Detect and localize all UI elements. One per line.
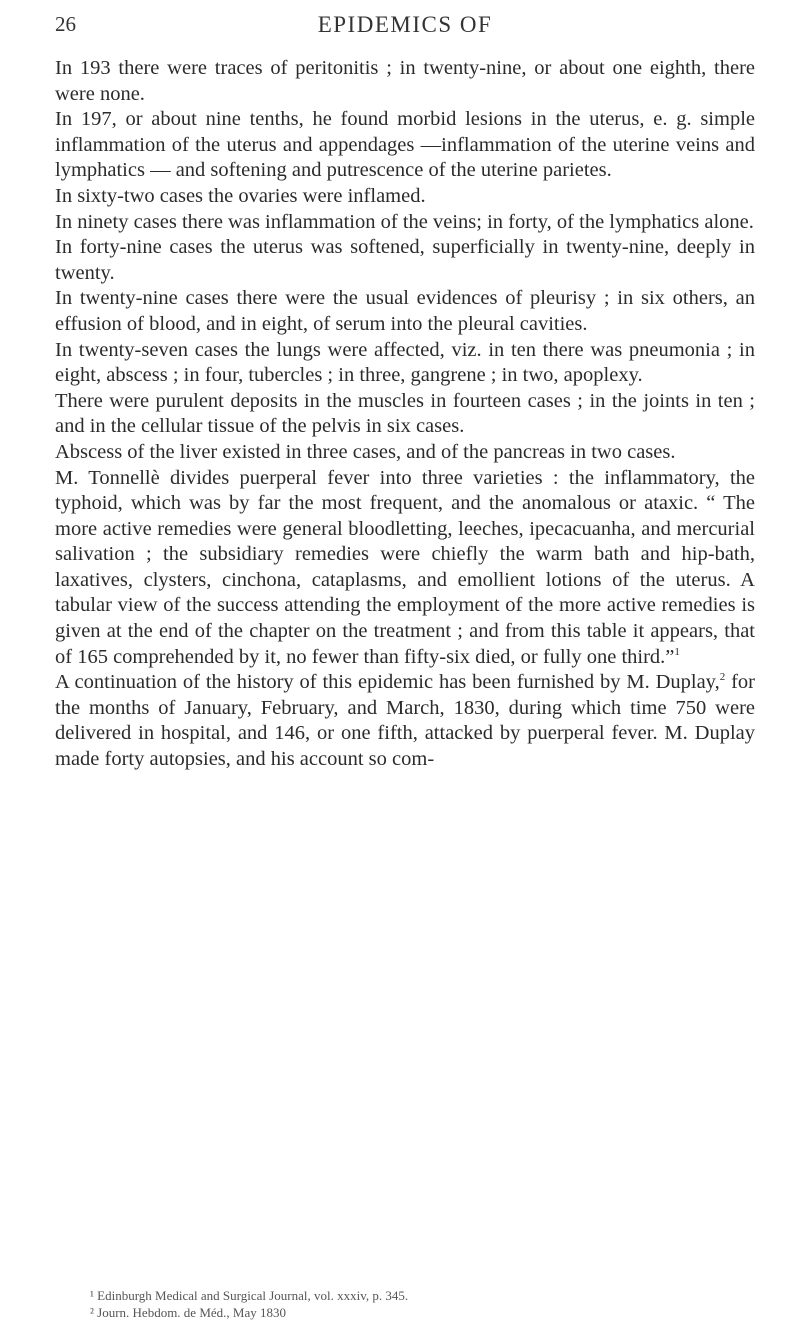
paragraph-lungs: In twenty-seven cases the lungs were affected, viz. in ten there was pneumonia ; in eight, abscess ; in four, tubercles ; in three, gangrene ; in two, apoplexy. bbox=[55, 338, 755, 387]
paragraph-liver-abscess: Abscess of the liver existed in three cases, and of the pancreas in two cases. bbox=[55, 440, 676, 463]
duplay-text-after: for the months of January, February, and March, 1830, during which time 750 were delivered in hospital, and 146, or one fifth, attacked by puerperal fever. M. Duplay made forty autopsies, and his account so com- bbox=[55, 671, 756, 771]
duplay-text-before: A continuation of the history of this epidemic has been furnished by M. Duplay, bbox=[55, 671, 720, 694]
paragraph-veins: In ninety cases there was inflammation of the veins; in forty, of the lymphatics alone. bbox=[55, 210, 754, 233]
paragraph-uterus-lesions: In 197, or about nine tenths, he found morbid lesions in the uterus, e. g. simple inflammation of the uterus and appendages —inflammation of the uterine veins and lymphatics — and softening and putrescence of the uterine parietes. bbox=[55, 108, 755, 182]
footnote-ref-2: 2 bbox=[719, 671, 726, 684]
paragraph-pleurisy: In twenty-nine cases there were the usual evidences of pleurisy ; in six others, an effusion of blood, and in eight, of serum into the pleural cavities. bbox=[55, 287, 755, 335]
page-number: 26 bbox=[55, 12, 76, 36]
footnote-ref-1: 1 bbox=[674, 645, 680, 658]
footnote-2: ² Journ. Hebdom. de Méd., May 1830 bbox=[90, 1305, 286, 1320]
paragraph-purulent-deposits: There were purulent deposits in the muscles in fourteen cases ; in the joints in ten ; and in the cellular tissue of the pelvis in six cases. bbox=[55, 389, 755, 438]
paragraph-duplay bbox=[55, 670, 755, 772]
paragraph-peritonitis: In 193 there were traces of peritonitis ; in twenty-nine, or about one eighth, there were none. bbox=[55, 57, 755, 105]
paragraph-ovaries: In sixty-two cases the ovaries were inflamed. bbox=[55, 184, 426, 207]
paragraph-tonnelle bbox=[55, 466, 755, 671]
tonnelle-text: M. Tonnellè divides puerperal fever into three varieties : the inflammatory, the typhoid, which was by far the most frequent, and the anomalous or ataxic. “ The more active remedies were general bloodletting, leeches, ipecacuanha, and mercurial salivation ; the subsidiary remedies were chiefly the warm bath and hip-bath, laxatives, clysters, cinchona, cataplasms, and emollient lotions of the uterus. A tabular view of the success attending the employment of the more active remedies is given at the end of the chapter on the treatment ; and from this table it appears, that of 165 comprehended by it, no fewer than fifty-six died, or fully one third.” bbox=[55, 466, 755, 668]
body-text bbox=[55, 56, 755, 773]
paragraph-uterus-softened: In forty-nine cases the uterus was softened, superficially in twenty-nine, deeply in twenty. bbox=[55, 236, 755, 284]
page-header bbox=[55, 8, 755, 48]
footnote-1: ¹ Edinburgh Medical and Surgical Journal, vol. xxxiv, p. 345. bbox=[90, 1288, 409, 1303]
running-head: EPIDEMICS OF bbox=[317, 12, 493, 37]
footnotes bbox=[90, 1287, 750, 1321]
